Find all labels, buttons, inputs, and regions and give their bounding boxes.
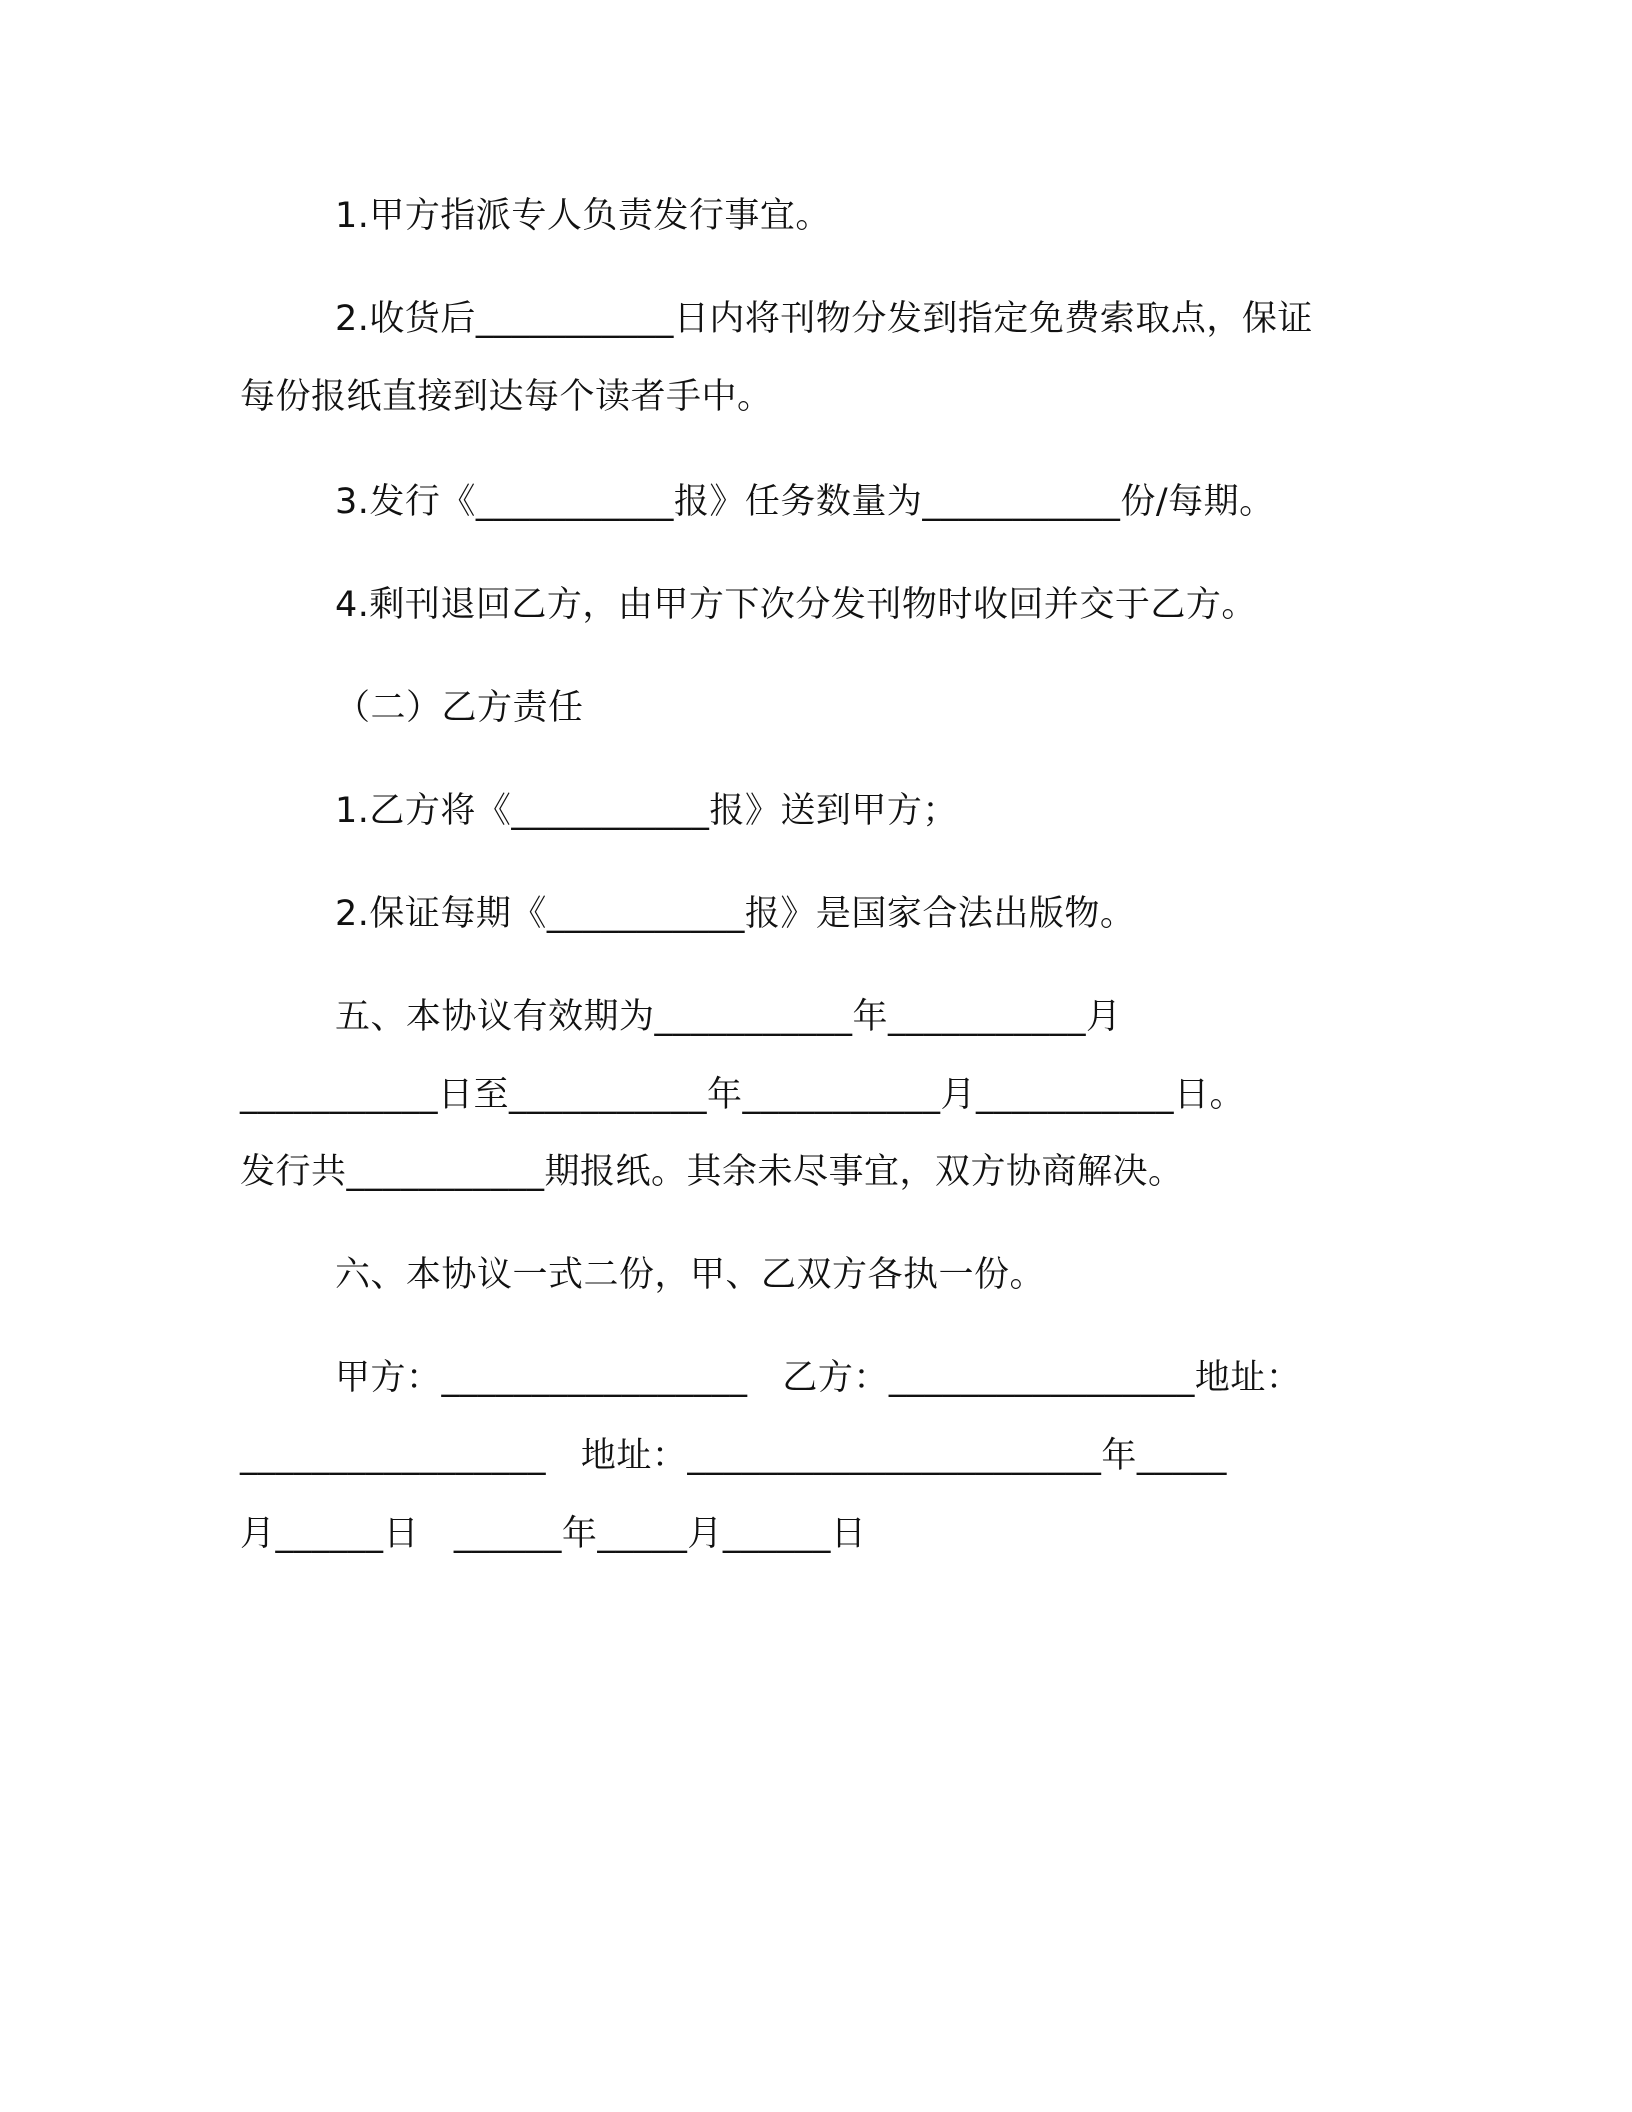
clause-5-line-1: 五、本协议有效期为___________年___________月 [335, 997, 1122, 1037]
party-a-item-1: 1.甲方指派专人负责发行事宜。 [335, 196, 831, 236]
party-b-heading: （二）乙方责任 [335, 688, 584, 728]
clause-5-line-2: ___________日至___________年___________月___________日。 [240, 1075, 1246, 1115]
clause-6: 六、本协议一式二份，甲、乙双方各执一份。 [335, 1255, 1046, 1295]
party-b-item-2: 2.保证每期《___________报》是国家合法出版物。 [335, 894, 1136, 934]
party-a-item-4: 4.剩刊退回乙方，由甲方下次分发刊物时收回并交于乙方。 [335, 585, 1257, 625]
party-a-item-2-line-2: 每份报纸直接到达每个读者手中。 [240, 377, 773, 417]
party-a-item-3: 3.发行《___________报》任务数量为___________份/每期。 [335, 482, 1275, 522]
party-b-item-1: 1.乙方将《___________报》送到甲方； [335, 791, 958, 831]
party-a-item-2-line-1: 2.收货后___________日内将刊物分发到指定免费索取点，保证 [335, 299, 1313, 339]
signature-line-1: 甲方：_________________ 乙方：_________________地址： [335, 1358, 1302, 1398]
clause-5-line-3: 发行共___________期报纸。其余未尽事宜，双方协商解决。 [240, 1152, 1184, 1192]
signature-line-3: 月______日 ______年_____月______日 [240, 1514, 867, 1554]
signature-line-2: _________________ 地址：_______________________年_____ [240, 1436, 1227, 1476]
